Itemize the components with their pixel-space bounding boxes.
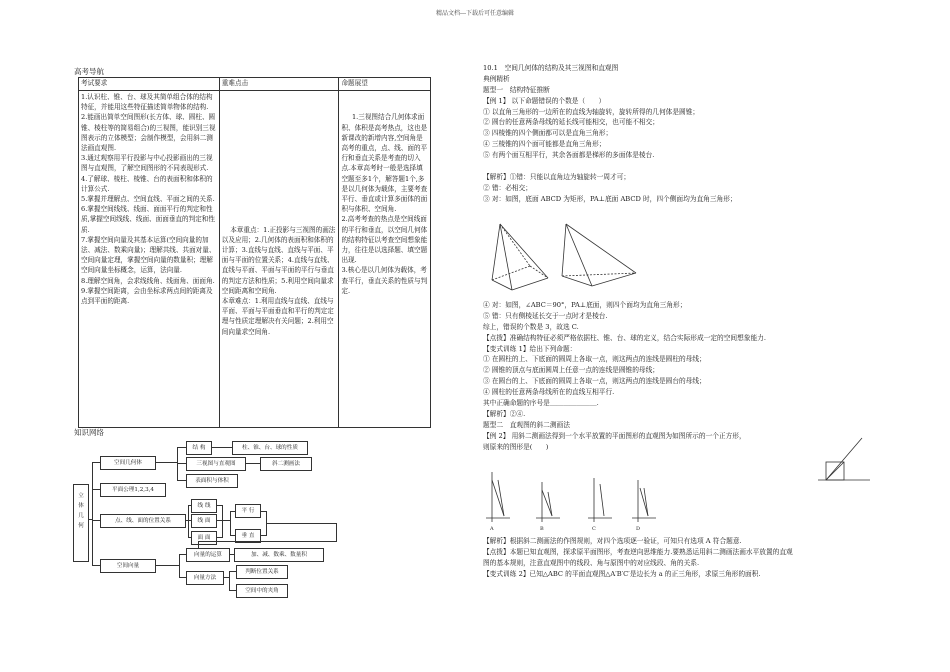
text-line: ③ 四棱锥的四个侧面都可以是直角三角形；: [483, 129, 613, 138]
net-solid-geometry: 空间几何体: [100, 456, 156, 470]
requirements-cell: 1.认识柱、锥、台、球及其简单组合体的结构特征，并能用这些特征描述简单物体的结构. 2.能画出简单空间图形(长方体、球、圆柱、圆锥、棱柱等的简易组合)的三视图，能识别三视图表示的立体模型；会制作模型，会用斜二测法画直观图. 3.通过观察用平行投影与中心投影画出的三视图与直观图，了解空间图形的不同表现形式. 4.了解球、棱柱、棱锥、台的表面积和体积的计算公式. 5.掌握并理解点、空间直线、平面之间的关系. 6.掌握空间线线、线面、面面平行的判定和性质,掌握空间线线、线面、面面垂直的判定和性质. 7.掌握空间向量及其基本运算(空间向量的加法、减法、数乘向量)；理解共线、共面对量、空间向量定理，掌握空间向量的数量积；理解空间向量坐标概念，运算，法向量. 8.理解空间角，会求线线角、线面角、面面角. 9.掌握空间距离，会由坐标求两点间的距离及点到平面的距离.: [79, 91, 220, 428]
net-operations-detail: 加、减、数乘、数量积: [234, 548, 324, 562]
option-figures: [484, 468, 684, 530]
option-a-label: A: [490, 526, 494, 532]
text-line: ④ 三棱锥的四个面可能都是直角三角形；: [483, 140, 606, 149]
text-line: 图的基本规则，注意直观图中的线段、角与原图中的对应线段、角的关系.: [483, 558, 700, 567]
net-vector-methods: 向量方法: [186, 571, 224, 585]
net-structure: 结 构: [186, 441, 212, 455]
net-perpendicular: 垂 直: [235, 529, 261, 543]
text-line: 题型二 直观图的斜二测画法: [483, 420, 570, 429]
pyramid-figures: [486, 218, 686, 300]
net-plane-axioms: 平面公理1,2,3,4: [100, 483, 166, 497]
net-root: 立 体 几 何: [73, 484, 89, 562]
text-line: 【点拨】本题已知直观图，探求原平面图形，考查逆向思维能力.要熟悉运用斜二测画法画水平放置的直观: [483, 547, 793, 556]
text-line: 【解析】②④.: [483, 409, 526, 418]
col-header-key-points: 重难点击: [219, 78, 339, 91]
text-line: ③ 对：如图，底面 ABCD 为矩形，PA⊥底面 ABCD 时，四个侧面均为直角三角形；: [483, 194, 737, 203]
text-line: 【例 2】 用斜二测画法得到一个水平放置的平面图形的直观图为如图所示的一个正方形，: [483, 431, 746, 440]
net-vector-operations: 向量的运算: [186, 548, 230, 562]
text-line: 【解析】根据斜二测画法的作图规则，对四个选项逐一验证，可知只有选项 A 符合题意.: [483, 537, 742, 545]
net-space-angles: 空间中的夹角: [236, 584, 288, 598]
text-line: ② 圆锥的顶点与底面圆周上任意一点的连线是圆锥的母线；: [483, 366, 659, 375]
text-line: [483, 161, 903, 172]
text-line: 【例 1】 以下命题错误的个数是（ ）: [483, 96, 606, 105]
text-line: ⑤ 有两个面互相平行，其余各面都是梯形的多面体是棱台.: [483, 151, 655, 160]
net-three-views: 三视图与直观图: [186, 457, 246, 471]
text-line: ④ 圆柱的任意两条母线所在的直线互相平行.: [483, 388, 615, 397]
net-surface-volume: 表面积与体积: [186, 474, 238, 488]
text-line: ⑤ 错：只有侧棱延长交于一点时才是棱台.: [483, 311, 608, 320]
text-line: ② 圆台的任意两条母线的延长线可能相交，也可能不相交；: [483, 118, 659, 127]
text-line: ④ 对：如图，∠ABC＝90°，PA⊥底面，则四个面均为直角三角形；: [483, 301, 687, 309]
nav-title: 高考导航: [74, 67, 104, 76]
text-line: 题型一 结构特征推断: [483, 85, 550, 94]
option-d-label: D: [636, 526, 641, 532]
text-line: ① 以直角三角形的一边所在的直线为轴旋转，旋转所得的几何体是圆锥；: [483, 107, 700, 116]
net-oblique-method: 斜二测画法: [260, 457, 312, 471]
text-line: ② 错：必相交；: [483, 183, 532, 192]
requirements-table: [78, 77, 431, 428]
example1-text: [483, 63, 903, 205]
text-line: 【变式训练 2】已知△ABC 的平面直观图△A′B′C′是边长为 a 的正三角形，求原三角形的面积.: [483, 569, 761, 578]
col-header-outlook: 命题展望: [339, 78, 431, 91]
oblique-square-figure: [812, 432, 874, 490]
net-plane-plane: 面 面: [191, 531, 217, 545]
net-positional-relations: 点、线、面的位置关系: [100, 514, 186, 528]
net-structure-detail: 柱、锥、台、球的性质: [232, 441, 308, 455]
section-title: 10.1 空间几何体的结构及其三视图和直观图: [483, 64, 619, 72]
option-c-label: C: [592, 526, 596, 532]
text-line: 综上，错误的个数是 3，故选 C.: [483, 322, 579, 331]
text-line: ③ 在圆台的上、下底面的圆周上各取一点，则这两点的连线是圆台的母线；: [483, 377, 706, 386]
text-line: 【变式训练 1】给出下列命题：: [483, 344, 577, 353]
col-header-requirements: 考试要求: [79, 78, 220, 91]
text-line: 则原来的图形是( ): [483, 442, 549, 451]
text-line: 其中正确命题的序号是＿＿＿＿＿＿＿.: [483, 399, 599, 408]
analysis-text: [483, 300, 903, 452]
network-title: 知识网络: [74, 428, 104, 437]
text-line: ① 在圆柱的上、下底面的圆周上各取一点，则这两点的连线是圆柱的母线；: [483, 355, 706, 364]
text-line: 典例精析: [483, 74, 510, 83]
outlook-cell: 1.三视图结合几何体求面积、体积是高考热点，这也是新课改的新增内容,空间角是高考的重点，点、线、面的平行和垂直关系是考查的切入点.本章高考时一般是选择填空题至多1个，解答题1个,多是以几何体为载体，主要考查平行、垂直或计算多面体的面积与体积、空间角. 2.高考考查的热点是空间线面的平行和垂直，以空间几何体的结构特征以考查空间想象能力，往往是以选择题、填空题出现. 3.核心是以几何体为载体，考查平行，垂直关系的性质与判定.: [339, 91, 431, 428]
net-judge-relations: 判断位置关系: [236, 565, 288, 579]
text-line: 【点拨】准确结构特征必须严格依据柱、锥、台、球的定义，结合实际形成一定的空间想象能力.: [483, 333, 766, 342]
net-line-line: 线 线: [191, 499, 217, 513]
net-space-vectors: 空间向量: [100, 559, 156, 573]
key-points-cell: 本章重点：1.正投影与三视图的画法以及应用；2.几何体的表面积和体积的计算；3.直线与直线、直线与平面、平面与平面的位置关系；4.直线与直线、直线与平面、平面与平面的平行与垂直的判定方法和性质；5.利用空间向量求空间距离和空间角. 本章难点：1.利用直线与直线、直线与平面、平面与平面垂直和平行的判定定理与性质定理解决有关问题；2.利用空间向量求空间角.: [219, 91, 339, 428]
page-header: 精品文档---下载后可任意编辑: [435, 10, 515, 17]
net-line-plane: 线 面: [191, 514, 217, 528]
option-b-label: B: [540, 526, 544, 532]
text-line: 【解析】①错：只能以直角边为轴旋转一周才可；: [483, 172, 631, 181]
analysis2-text: [483, 536, 903, 580]
net-parallel: 平 行: [235, 504, 261, 518]
